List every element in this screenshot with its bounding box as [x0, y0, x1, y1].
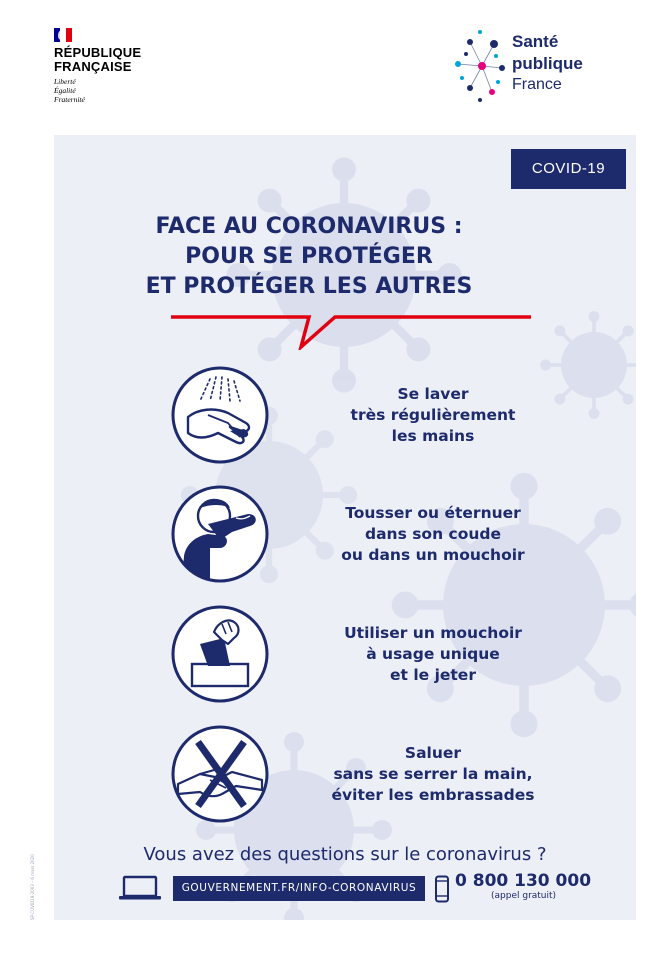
instruction-text-wash-hands: [288, 365, 578, 465]
page-title: [94, 212, 524, 302]
instruction-line: Tousser ou éternuer: [345, 503, 521, 522]
rf-title-line2: FRANÇAISE: [54, 59, 132, 74]
instruction-line: et le jeter: [390, 665, 476, 684]
instruction-text-tissue: [288, 604, 578, 704]
instruction-line: Saluer: [404, 743, 462, 762]
spf-line1: Santé: [512, 32, 559, 51]
instruction-line: sans se serrer la main,: [333, 764, 533, 783]
instruction-line: Se laver: [397, 384, 469, 403]
instruction-row-tissue: [170, 604, 600, 709]
no-handshake-icon: [170, 724, 270, 824]
cough-elbow-icon: [170, 484, 270, 584]
spf-line3: France: [512, 76, 562, 93]
sante-publique-france-logo: [450, 26, 610, 106]
phone-note: (appel gratuit): [491, 891, 557, 901]
instruction-row-cough-elbow: [170, 484, 600, 589]
title-line1: FACE AU CORONAVIRUS :: [155, 214, 463, 239]
speech-bubble-underline-icon: [171, 305, 531, 350]
rf-motto-egalite: Égalité: [54, 86, 76, 95]
instruction-line: les mains: [391, 426, 475, 445]
phone-icon: [434, 875, 450, 903]
instruction-row-wash-hands: [170, 365, 600, 470]
molecule-logo-icon: [450, 26, 510, 106]
instruction-line: ou dans un mouchoir: [341, 545, 525, 564]
main-panel: [54, 135, 636, 920]
covid-19-badge: COVID-19: [511, 149, 626, 189]
instruction-text-cough-elbow: [288, 484, 578, 584]
tissue-box-icon: [170, 604, 270, 704]
republique-francaise-logo: [54, 28, 164, 104]
instruction-line: éviter les embrassades: [331, 785, 535, 804]
question-text: Vous avez des questions sur le coronavirus ?: [143, 844, 547, 865]
title-line3: ET PROTÉGER LES AUTRES: [145, 274, 473, 299]
marianne-flag-icon: [54, 28, 72, 42]
instruction-line: Utiliser un mouchoir: [344, 623, 522, 642]
instruction-text-no-handshake: [288, 724, 578, 824]
phone-number[interactable]: 0 800 130 000: [455, 871, 592, 891]
rf-title-line1: RÉPUBLIQUE: [54, 45, 142, 60]
side-reference-text: SP-COVID19-2003 – 6 mars 2020: [30, 854, 35, 920]
laptop-icon: [118, 875, 162, 901]
spf-line2: publique: [512, 54, 583, 73]
instruction-line: dans son coude: [365, 524, 501, 543]
rf-motto-fraternite: Fraternité: [54, 95, 85, 104]
rf-motto-liberte: Liberté: [54, 77, 76, 86]
instruction-line: à usage unique: [366, 644, 500, 663]
title-line2: POUR SE PROTÉGER: [185, 244, 433, 269]
instruction-line: très régulièrement: [350, 405, 516, 424]
website-link[interactable]: GOUVERNEMENT.FR/INFO-CORONAVIRUS: [173, 876, 425, 901]
instruction-row-no-handshake: [170, 724, 600, 829]
hand-washing-icon: [170, 365, 270, 465]
